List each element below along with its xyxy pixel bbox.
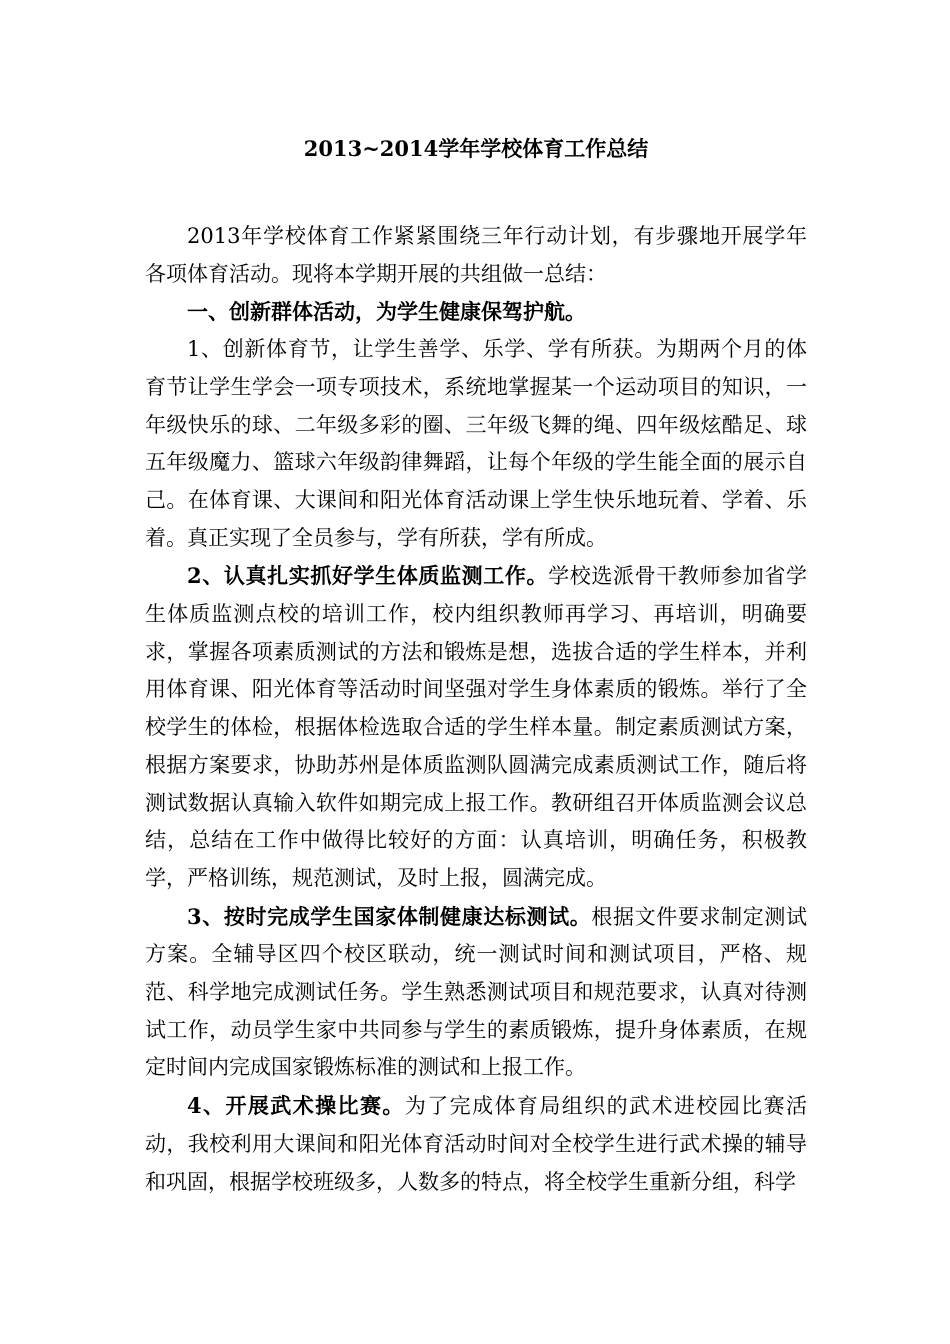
document-page [145, 0, 807, 1344]
item-2-text: 学校选派骨干教师参加省学生体质监测点校的培训工作，校内组织教师再学习、再培训，明确要求，掌握各项素质测试的方法和锻炼是想，选拔合适的学生样本，并利用体育课、阳光体育等活动时间坚强对学生身体素质的锻炼。举行了全校学生的体检，根据体检选取合适的学生样本量。制定素质测试方案，根据方案要求，协助苏州是体质监测队圆满完成素质测试工作，随后将测试数据认真输入软件如期完成上报工作。教研组召开体质监测会议总结，总结在工作中做得比较好的方面：认真培训，明确任务，积极教学，严格训练，规范测试，及时上报，圆满完成。 [145, 564, 807, 890]
item-4-text: 为了完成体育局组织的武术进校园比赛活动，我校利用大课间和阳光体育活动时间对全校学生进行武术操的辅导和巩固，根据学校班级多，人数多的特点，将全校学生重新分组，科学 [145, 1094, 807, 1194]
document-title: 2013~2014学年学校体育工作总结 [303, 136, 649, 161]
item-3-heading: 3、按时完成学生国家体制健康达标测试。 [187, 903, 592, 929]
item-2-heading: 2、认真扎实抓好学生体质监测工作。 [187, 563, 549, 589]
section-1-heading: 一、创新群体活动，为学生健康保驾护航。 [187, 299, 586, 325]
item-4-paragraph [145, 1087, 807, 1201]
item-2-paragraph [145, 557, 807, 897]
item-4-heading: 4、开展武术操比赛。 [187, 1093, 405, 1119]
item-3-text: 根据文件要求制定测试方案。全辅导区四个校区联动，统一测试时间和测试项目，严格、规范、科学地完成测试任务。学生熟悉测试项目和规范要求，认真对待测试工作，动员学生家中共同参与学生的素质锻炼，提升身体素质，在规定时间内完成国家锻炼标准的测试和上报工作。 [145, 904, 807, 1080]
item-3-paragraph [145, 898, 807, 1088]
document-body [145, 218, 807, 1201]
item-1-paragraph: 1、创新体育节，让学生善学、乐学、学有所获。为期两个月的体育节让学生学会一项专项技术，系统地掌握某一个运动项目的知识，一年级快乐的球、二年级多彩的圈、三年级飞舞的绳、四年级炫酷足、球五年级魔力、篮球六年级韵律舞蹈，让每个年级的学生能全面的展示自己。在体育课、大课间和阳光体育活动课上学生快乐地玩着、学着、乐着。真正实现了全员参与，学有所获，学有所成。 [145, 337, 807, 550]
intro-paragraph: 2013年学校体育工作紧紧围绕三年行动计划，有步骤地开展学年各项体育活动。现将本学期开展的共组做一总结： [145, 224, 807, 286]
